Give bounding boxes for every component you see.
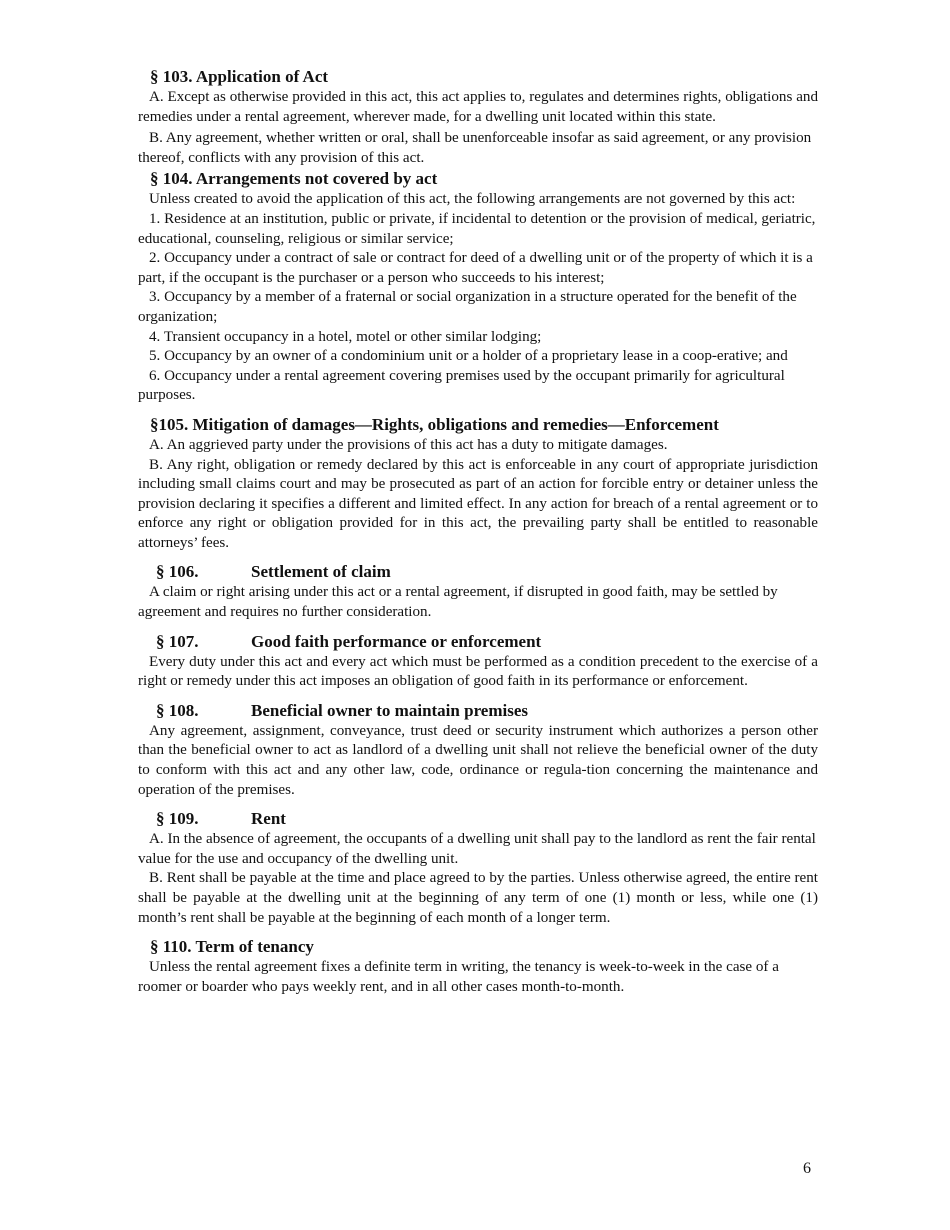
section-number: § 106. — [156, 562, 199, 582]
section-108 — [138, 700, 818, 800]
section-105 — [138, 414, 818, 554]
section-title: Term of tenancy — [195, 937, 314, 957]
section-107 — [138, 631, 818, 692]
section-heading — [150, 168, 818, 189]
paragraph: A. An aggrieved party under the provisions of this act has a duty to mitigate damages. — [149, 436, 668, 453]
section-number: § 103. — [150, 67, 193, 86]
section-title: Arrangements not covered by act — [195, 169, 438, 189]
section-title: Good faith performance or enforcement — [251, 631, 542, 651]
section-number: § 104. — [150, 169, 193, 189]
list-item: 1. Residence at an institution, public or private, if incidental to detention or the provision of medical, geriatric, educational, counseling, religious or similar service; — [138, 210, 816, 247]
section-heading — [150, 561, 818, 582]
paragraph: A claim or right arising under this act or a rental agreement, if disrupted in good faith, may be settled by agreement and requires no further consideration. — [138, 584, 778, 621]
list-item: 5. Occupancy by an owner of a condominium unit or a holder of a proprietary lease in a coop-erative; and — [149, 348, 788, 365]
list-item: 2. Occupancy under a contract of sale or contract for deed of a dwelling unit or of the property of which it is a part, if the occupant is the purchaser or a person who succeeds to his interest; — [138, 250, 813, 286]
section-number: § 108. — [156, 700, 199, 720]
section-heading — [150, 700, 818, 721]
section-104 — [138, 168, 818, 406]
section-title: Beneficial owner to maintain premises — [251, 700, 529, 720]
section-title: Application of Act — [195, 67, 329, 86]
section-103 — [138, 66, 818, 168]
paragraph: A. In the absence of agreement, the occupants of a dwelling unit shall pay to the landlord as rent the fair rental value for the use and occupancy of the dwelling unit. — [138, 831, 816, 867]
paragraph: A. Except as otherwise provided in this act, this act applies to, regulates and determines rights, obligations and remedies under a rental agreement, wherever made, for a dwelling unit located within this state. — [138, 89, 818, 125]
list-item: 6. Occupancy under a rental agreement covering premises used by the occupant primarily for agricultural purposes. — [138, 367, 785, 404]
section-title: Rent — [251, 809, 286, 829]
paragraph: Any agreement, assignment, conveyance, trust deed or security instrument which authorizes a person other than the beneficial owner to act as landlord of a dwelling unit shall not relieve the beneficial owner of the duty to conform with this act and any other law, code, ordinance or regula-tion concerning the maintenance and operation of the premises. — [138, 722, 818, 798]
document-page — [138, 66, 818, 997]
list-item: 4. Transient occupancy in a hotel, motel or other similar lodging; — [149, 328, 542, 345]
section-heading — [150, 66, 818, 87]
paragraph: B. Any agreement, whether written or oral, shall be unenforceable insofar as said agreement, or any provision thereof, conflicts with any provision of this act. — [138, 130, 812, 166]
section-title: Mitigation of damages—Rights, obligations and remedies—Enforcement — [192, 414, 719, 434]
section-heading — [150, 808, 818, 829]
section-number: § 109. — [156, 809, 199, 829]
list-item: 3. Occupancy by a member of a fraternal or social organization in a structure operated for the benefit of the organization; — [138, 289, 797, 325]
section-heading — [150, 631, 818, 652]
page-number: 6 — [803, 1160, 811, 1177]
section-number: §105. — [150, 414, 189, 434]
paragraph: Unless the rental agreement fixes a definite term in writing, the tenancy is week-to-week in the case of a roomer or boarder who pays weekly rent, and in all other cases month-to-month. — [138, 959, 779, 995]
section-106 — [138, 561, 818, 622]
section-title: Settlement of claim — [251, 562, 391, 582]
section-110 — [138, 936, 818, 997]
section-number: § 107. — [156, 631, 199, 651]
paragraph: Every duty under this act and every act which must be performed as a condition precedent to the exercise of a right or remedy under this act imposes an obligation of good faith in its performance or enforcement. — [138, 653, 818, 690]
section-heading — [150, 414, 818, 435]
paragraph: B. Rent shall be payable at the time and place agreed to by the parties. Unless otherwise agreed, the entire rent shall be payable at the dwelling unit at the beginning of any term of one (1) month or less, while one (1) month’s rent shall be payable at the beginning of each month of a longer term. — [138, 870, 818, 926]
paragraph: Unless created to avoid the application of this act, the following arrangements are not governed by this act: — [149, 191, 796, 208]
paragraph: B. Any right, obligation or remedy declared by this act is enforceable in any court of appropriate jurisdiction including small claims court and may be prosecuted as part of an action for forcible entry or detainer unless the provision declaring it specifies a different and limited effect. In any action for breach of a rental agreement or to enforce any right or obligation provided for in this act, the prevailing party shall be entitled to reasonable attorneys’ fees. — [138, 456, 818, 551]
section-heading — [150, 936, 818, 957]
section-number: § 110. — [150, 937, 192, 957]
section-109 — [138, 808, 818, 928]
